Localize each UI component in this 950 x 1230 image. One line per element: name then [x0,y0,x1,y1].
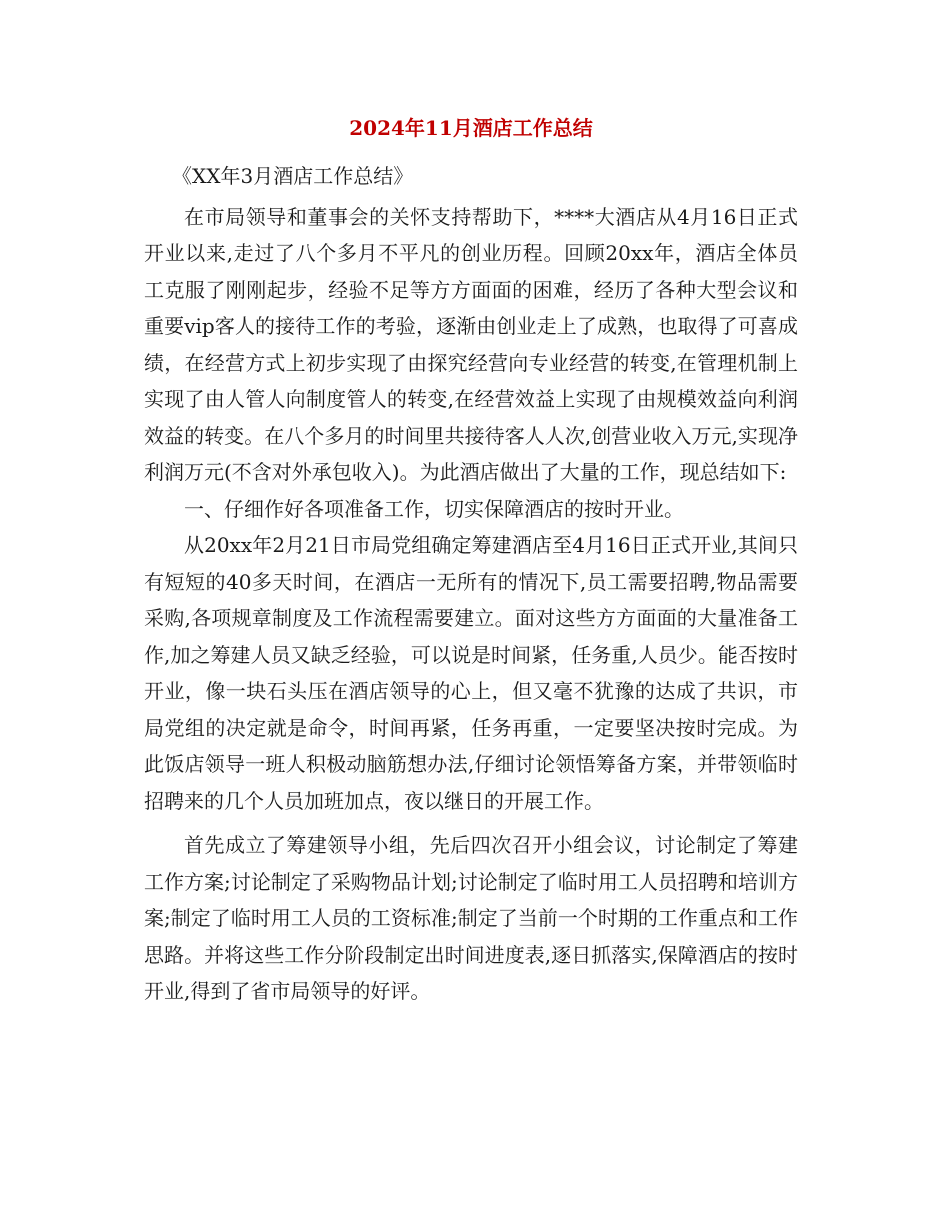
document-subtitle: 《XX年3月酒店工作总结》 [172,164,414,188]
section-heading-1: 一、仔细作好各项准备工作，切实保障酒店的按时开业。 [184,496,684,521]
document-title: 2024年11月酒店工作总结 [349,116,593,140]
paragraph-preparation: 从20xx年2月21日市局党组确定筹建酒店至4月16日正式开业,其间只有短短的40多天时间，在酒店一无所有的情况下,员工需要招聘,物品需要采购,各项规章制度及工作流程需要建立。面对这些方方面面的大量准备工作,加之筹建人员又缺乏经验，可以说是时间紧，任务重,人员少。能否按时开业，像一块石头压在酒店领导的心上，但又毫不犹豫的达成了共识，市局党组的决定就是命令，时间再紧，任务再重，一定要坚决按时完成。为此饭店领导一班人积极动脑筋想办法,仔细讨论领悟筹备方案，并带领临时招聘来的几个人员加班加点，夜以继日的开展工作。 [144,533,798,813]
paragraph-leadership-group: 首先成立了筹建领导小组，先后四次召开小组会议，讨论制定了筹建工作方案;讨论制定了采购物品计划;讨论制定了临时用工人员招聘和培训方案;制定了临时用工人员的工资标准;制定了当前一个时期的工作重点和工作思路。并将这些工作分阶段制定出时间进度表,逐日抓落实,保障酒店的按时开业,得到了省市局领导的好评。 [144,833,798,1003]
paragraph-intro: 在市局领导和董事会的关怀支持帮助下，****大酒店从4月16日正式开业以来,走过了八个多月不平凡的创业历程。回顾20xx年，酒店全体员工克服了刚刚起步，经验不足等方方面面的困难，经历了各种大型会议和重要vip客人的接待工作的考验，逐渐由创业走上了成熟，也取得了可喜成绩，在经营方式上初步实现了由探究经营向专业经营的转变,在管理机制上实现了由人管人向制度管人的转变,在经营效益上实现了由规模效益向利润效益的转变。在八个多月的时间里共接待客人人次,创营业收入万元,实现净利润万元(不含对外承包收入)。为此酒店做出了大量的工作，现总结如下: [144,204,798,484]
